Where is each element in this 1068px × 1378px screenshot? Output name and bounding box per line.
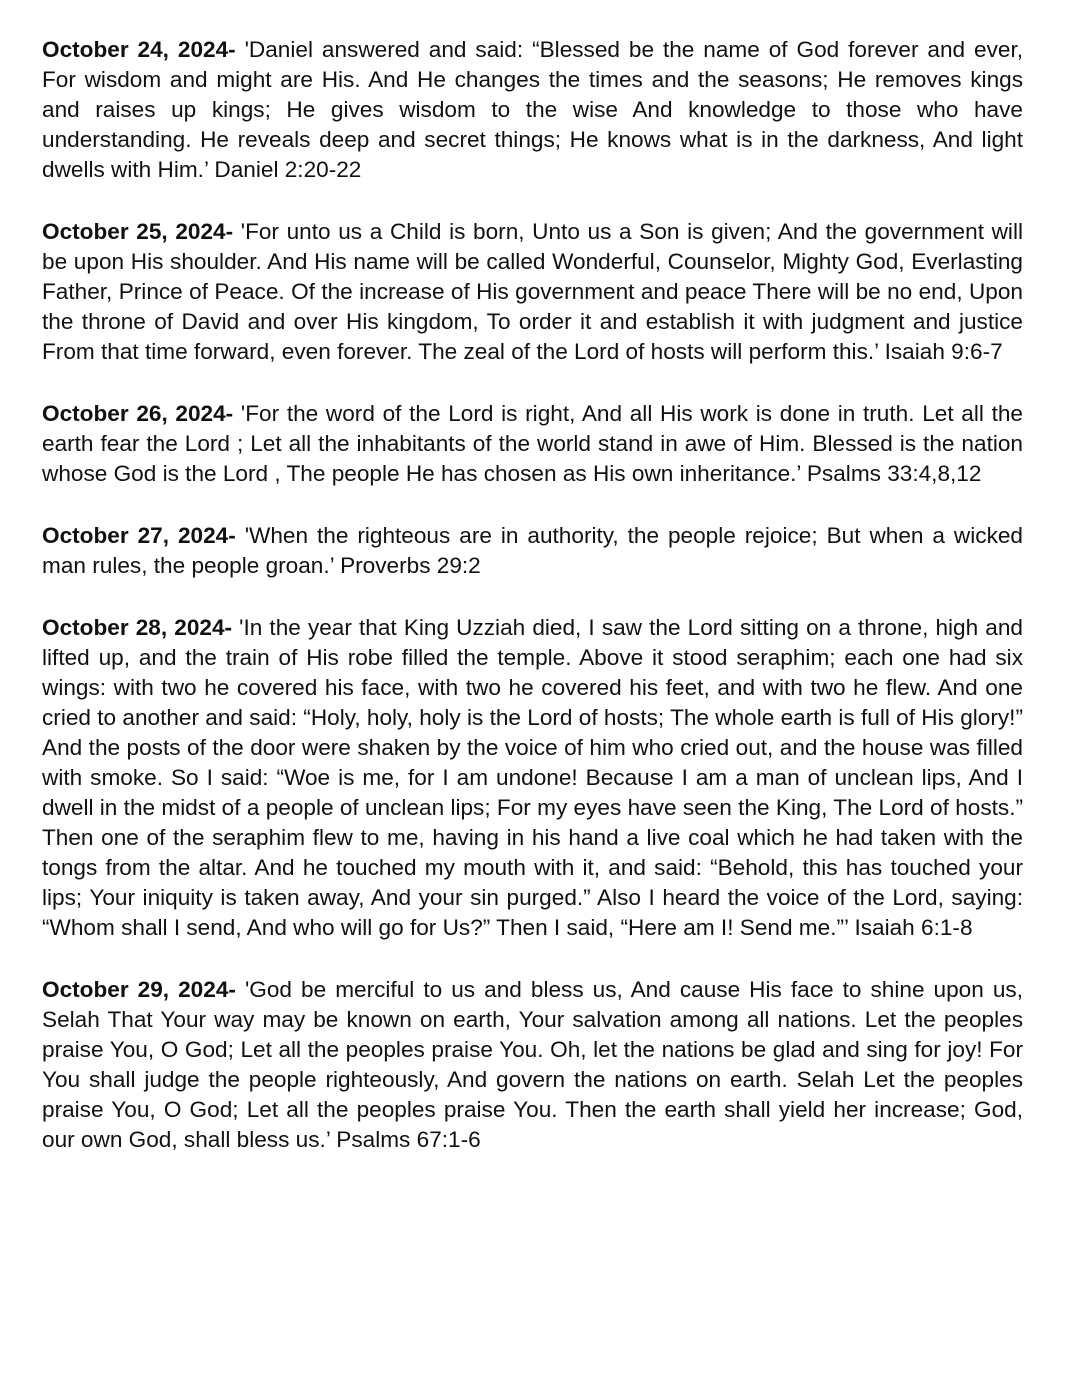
entry-date: October 25, 2024- [42, 219, 234, 244]
entry-date: October 28, 2024- [42, 615, 233, 640]
entry-date: October 27, 2024- [42, 523, 236, 548]
entry-text: 'God be merciful to us and bless us, And cause His face to shine upon us, Selah That Your way may be known on earth, Your salvation among all nations. Let the peoples praise You, O God; Let all the peoples praise You. Oh, let the nations be glad and sing for joy! For You shall judge the people righteously, And govern the nations on earth. Selah Let the peoples praise You, O God; Let all the peoples praise You. Then the earth shall yield her increase; God, our own God, shall bless us.’ Psalms 67:1-6 [42, 977, 1024, 1152]
entry-date: October 29, 2024- [42, 977, 236, 1002]
devotional-page [42, 35, 1023, 1187]
entry-text: 'For unto us a Child is born, Unto us a Son is given; And the government will be upon His shoulder. And His name will be called Wonderful, Counselor, Mighty God, Everlasting Father, Prince of Peace. Of the increase of His government and peace There will be no end, Upon the throne of David and over His kingdom, To order it and establish it with judgment and justice From that time forward, even forever. The zeal of the Lord of hosts will perform this.’ Isaiah 9:6-7 [42, 219, 1023, 364]
entry-text: 'When the righteous are in authority, the people rejoice; But when a wicked man rules, the people groan.’ Proverbs 29:2 [42, 523, 1023, 578]
entry-oct-29 [42, 975, 1023, 1155]
entry-date: October 24, 2024- [42, 37, 236, 62]
entry-oct-24 [42, 35, 1023, 185]
entry-text: 'Daniel answered and said: “Blessed be the name of God forever and ever, For wisdom and might are His. And He changes the times and the seasons; He removes kings and raises up kings; He gives wisdom to the wise And knowledge to those who have understanding. He reveals deep and secret things; He knows what is in the darkness, And light dwells with Him.’ Daniel 2:20-22 [42, 37, 1024, 182]
entry-oct-28 [42, 613, 1023, 943]
entry-oct-27 [42, 521, 1023, 581]
entry-oct-25 [42, 217, 1023, 367]
entry-oct-26 [42, 399, 1023, 489]
entry-text: 'For the word of the Lord is right, And all His work is done in truth. Let all the earth fear the Lord ; Let all the inhabitants of the world stand in awe of Him. Blessed is the nation whose God is the Lord , The people He has chosen as His own inheritance.’ Psalms 33:4,8,12 [42, 401, 1024, 486]
entry-text: 'In the year that King Uzziah died, I saw the Lord sitting on a throne, high and lifted up, and the train of His robe filled the temple. Above it stood seraphim; each one had six wings: with two he covered his face, with two he covered his feet, and with two he flew. And one cried to another and said: “Holy, holy, holy is the Lord of hosts; The whole earth is full of His glory!” And the posts of the door were shaken by the voice of him who cried out, and the house was filled with smoke. So I said: “Woe is me, for I am undone! Because I am a man of unclean lips, And I dwell in the midst of a people of unclean lips; For my eyes have seen the King, The Lord of hosts.” Then one of the seraphim flew to me, having in his hand a live coal which he had taken with the tongs from the altar. And he touched my mouth with it, and said: “Behold, this has touched your lips; Your iniquity is taken away, And your sin purged.” Also I heard the voice of the Lord, saying: “Whom shall I send, And who will go for Us?” Then I said, “Here am I! Send me.”’ Isaiah 6:1-8 [42, 615, 1023, 940]
entry-date: October 26, 2024- [42, 401, 234, 426]
